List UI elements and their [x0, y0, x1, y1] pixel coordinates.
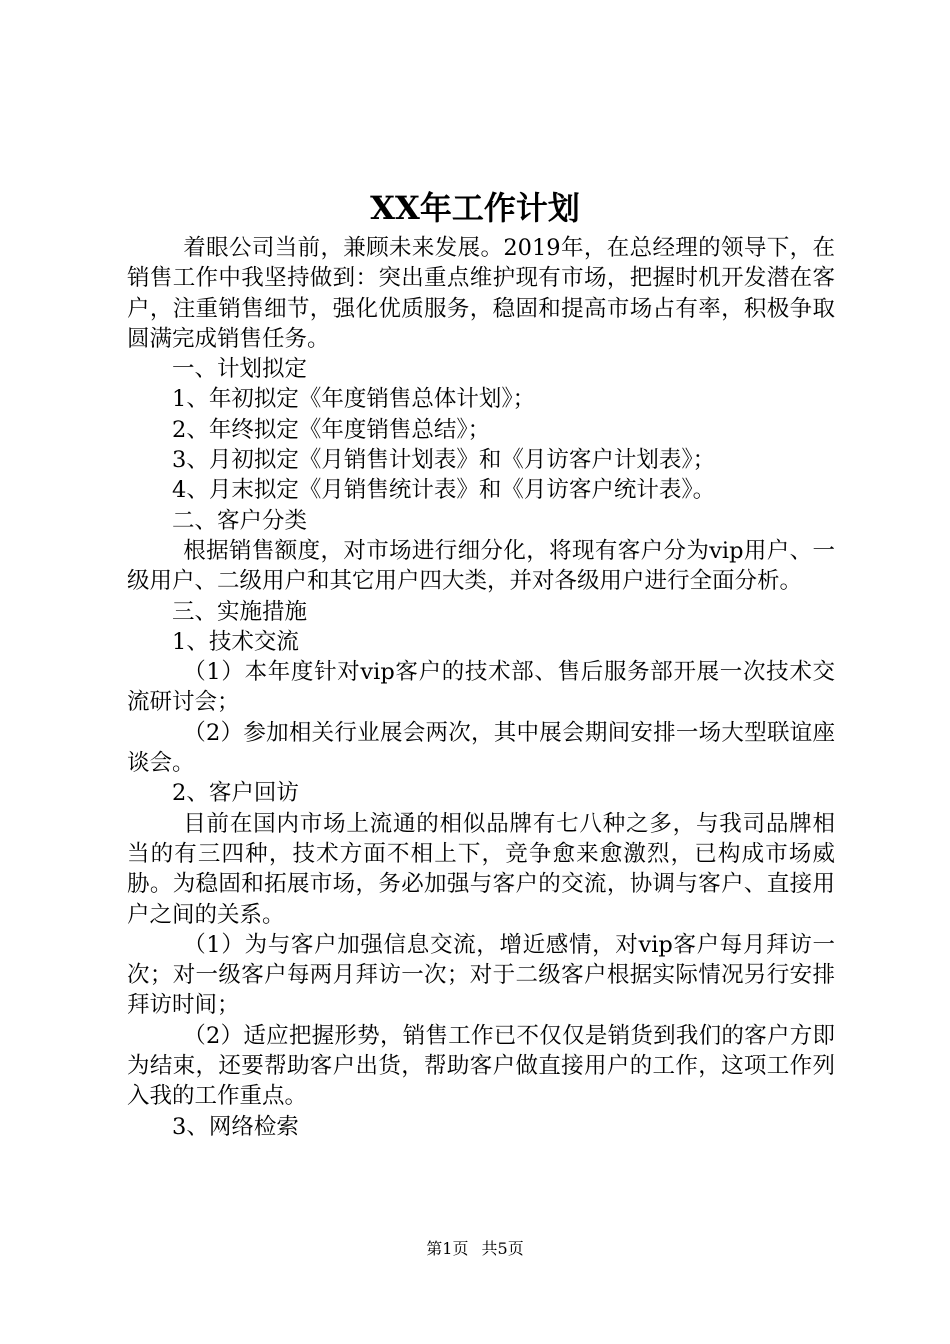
paragraph-market: 目前在国内市场上流通的相似品牌有七八种之多，与我司品牌相当的有三四种，技术方面不相上下，竞争愈来愈激烈，已构成市场威胁。为稳固和拓展市场，务必加强与客户的交流，协调与客户、直接用户之间的关系。 — [127, 810, 835, 928]
heading-measures: 三、实施措施 — [172, 598, 308, 625]
document-body — [127, 233, 835, 1142]
list-item: （1）为与客户加强信息交流，增近感情，对vip客户每月拜访一次；对一级客户每两月拜访一次；对于二级客户根据实际情况另行安排拜访时间； — [127, 931, 835, 1019]
page-total: 共5页 — [481, 1239, 524, 1258]
list-item: （2）适应把握形势，销售工作已不仅仅是销货到我们的客户方即为结束，还要帮助客户出货，帮助客户做直接用户的工作，这项工作列入我的工作重点。 — [127, 1022, 835, 1110]
document-title: XX年工作计划 — [370, 189, 580, 227]
list-item: （1）本年度针对vip客户的技术部、售后服务部开展一次技术交流研讨会； — [127, 659, 835, 716]
paragraph-intro: 着眼公司当前，兼顾未来发展。2019年，在总经理的领导下，在销售工作中我坚持做到：突出重点维护现有市场，把握时机开发潜在客户，注重销售细节，强化优质服务，稳固和提高市场占有率，积极争取圆满完成销售任务。 — [127, 235, 835, 352]
paragraph-classification: 根据销售额度，对市场进行细分化，将现有客户分为vip用户、一级用户、二级用户和其它用户四大类，并对各级用户进行全面分析。 — [127, 537, 835, 595]
list-item: 2、年终拟定《年度销售总结》； — [172, 416, 491, 443]
subheading-customer-visit: 2、客户回访 — [172, 780, 299, 807]
page-footer — [0, 1238, 950, 1260]
page-number: 第1页 — [426, 1239, 469, 1258]
list-item: 3、月初拟定《月销售计划表》和《月访客户计划表》； — [172, 447, 716, 474]
subheading-tech-exchange: 1、技术交流 — [172, 628, 299, 655]
list-item: （2）参加相关行业展会两次，其中展会期间安排一场大型联谊座谈会。 — [127, 719, 835, 777]
list-item: 1、年初拟定《年度销售总体计划》； — [172, 386, 536, 413]
heading-customer-classification: 二、客户分类 — [172, 507, 308, 534]
heading-plan: 一、计划拟定 — [172, 356, 308, 383]
subheading-network-search: 3、网络检索 — [172, 1113, 299, 1140]
list-item: 4、月末拟定《月销售统计表》和《月访客户统计表》。 — [172, 477, 716, 504]
